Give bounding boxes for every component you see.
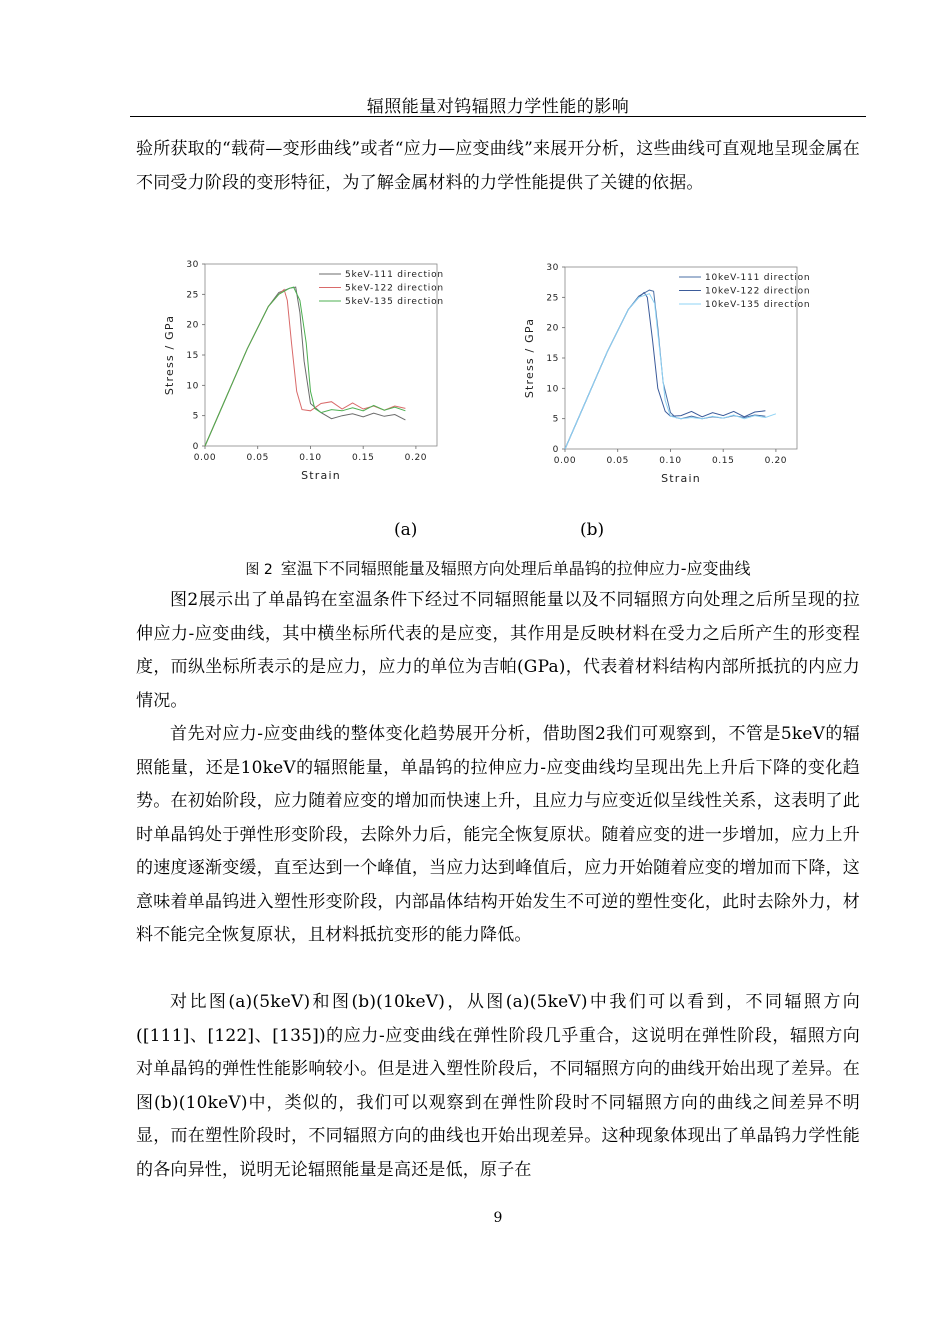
chart-b-y-tick-label: 10 bbox=[546, 384, 559, 395]
subfigure-label-b: (b) bbox=[580, 520, 605, 540]
chart-b-legend-label-2: 10keV-122 direction bbox=[705, 286, 811, 297]
chart-a-y-tick-label: 10 bbox=[186, 381, 199, 392]
chart-b-y-tick-label: 5 bbox=[552, 414, 559, 425]
paragraph-figure-description: 图2展示出了单晶钨在室温条件下经过不同辐照能量以及不同辐照方向处理之后所呈现的拉伸应力-应变曲线，其中横坐标所代表的是应变，其作用是反映材料在受力之后所产生的形变程度，而纵坐标所表示的是应力，应力的单位为吉帕(GPa)，代表着材料结构内部所抵抗的内应力情况。 bbox=[136, 590, 860, 711]
chart-a-legend-label-2: 5keV-122 direction bbox=[345, 283, 444, 294]
chart-a-y-tick-label: 30 bbox=[186, 260, 199, 270]
header-rule bbox=[130, 116, 866, 117]
chart-b-series-line-1 bbox=[565, 290, 765, 449]
chart-a-y-tick-label: 20 bbox=[186, 320, 199, 331]
paragraph-comparison: 对比图(a)(5keV)和图(b)(10keV)，从图(a)(5keV)中我们可以看到，不同辐照方向([111]、[122]、[135])的应力-应变曲线在弹性阶段几乎重合，这说明在弹性阶段，辐照方向对单晶钨的弹性性能影响较小。但是进入塑性阶段后，不同辐照方向的曲线开始出现了差异。在图(b)(10keV)中，类似的，我们可以观察到在弹性阶段时不同辐照方向的曲线之间差异不明显，而在塑性阶段时，不同辐照方向的曲线也开始出现差异。这种现象体现出了单晶钨力学性能的各向异性，说明无论辐照能量是高还是低，原子在 bbox=[136, 992, 860, 1180]
chart-b-x-tick-label: 0.10 bbox=[659, 456, 682, 466]
chart-b-svg bbox=[510, 255, 820, 495]
chart-a-y-tick-label: 0 bbox=[192, 442, 199, 452]
chart-b-y-tick-label: 0 bbox=[552, 445, 559, 455]
chart-b-x-tick-label: 0.15 bbox=[711, 456, 735, 466]
chart-a-y-tick-label: 15 bbox=[186, 351, 199, 361]
chart-a-x-tick-label: 0.10 bbox=[299, 453, 322, 463]
chart-a-x-tick-label: 0.00 bbox=[193, 453, 217, 463]
chart-b-x-axis-label: Strain bbox=[661, 472, 701, 485]
chart-a-svg bbox=[150, 252, 460, 492]
chart-b-y-tick-label: 30 bbox=[546, 263, 559, 273]
chart-b-series-line-2 bbox=[565, 293, 765, 450]
chart-b-x-tick-label: 0.00 bbox=[553, 456, 577, 466]
chart-a-x-tick-label: 0.20 bbox=[404, 453, 428, 463]
running-header: 辐照能量对钨辐照力学性能的影响 bbox=[366, 97, 630, 117]
chart-b-x-tick-label: 0.05 bbox=[606, 456, 629, 466]
chart-a-x-tick-label: 0.15 bbox=[351, 453, 375, 463]
figure-caption-text: 室温下不同辐照能量及辐照方向处理后单晶钨的拉伸应力-应变曲线 bbox=[280, 559, 751, 578]
paragraph-trend-analysis: 首先对应力-应变曲线的整体变化趋势展开分析，借助图2我们可观察到，不管是5keV的辐照能量，还是10keV的辐照能量，单晶钨的拉伸应力-应变曲线均呈现出先上升后下降的变化趋势。在初始阶段，应力随着应变的增加而快速上升，且应力与应变近似呈线性关系，这表明了此时单晶钨处于弹性形变阶段，去除外力后，能完全恢复原状。随着应变的进一步增加，应力上升的速度逐渐变缓，直至达到一个峰值，当应力达到峰值后，应力开始随着应变的增加而下降，这意味着单晶钨进入塑性形变阶段，内部晶体结构开始发生不可逆的塑性变化，此时去除外力，材料不能完全恢复原状，且材料抵抗变形的能力降低。 bbox=[136, 724, 860, 945]
chart-a-legend-label-3: 5keV-135 direction bbox=[345, 297, 444, 307]
chart-b-series-line-3 bbox=[565, 294, 776, 449]
chart-b-y-tick-label: 15 bbox=[546, 354, 559, 364]
chart-b-y-tick-label: 25 bbox=[546, 293, 559, 304]
figure-caption-number: 图 2 bbox=[245, 562, 273, 578]
chart-b-y-tick-label: 20 bbox=[546, 323, 559, 334]
chart-a-x-tick-label: 0.05 bbox=[246, 453, 269, 463]
chart-a-legend-label-1: 5keV-111 direction bbox=[345, 270, 444, 280]
chart-a-y-tick-label: 25 bbox=[186, 290, 199, 301]
figure-caption bbox=[130, 556, 866, 579]
chart-a-x-axis-label: Strain bbox=[301, 469, 341, 482]
chart-a bbox=[150, 252, 460, 492]
chart-a-y-axis-label: Stress / GPa bbox=[163, 314, 176, 396]
paragraph-intro: 验所获取的“载荷—变形曲线”或者“应力—应变曲线”来展开分析，这些曲线可直观地呈现金属在不同受力阶段的变形特征，为了解金属材料的力学性能提供了关键的依据。 bbox=[136, 139, 860, 193]
chart-a-series-line-1 bbox=[205, 287, 405, 446]
chart-b-legend-label-1: 10keV-111 direction bbox=[705, 273, 811, 283]
chart-b-x-tick-label: 0.20 bbox=[764, 456, 788, 466]
chart-b-y-axis-label: Stress / GPa bbox=[523, 317, 536, 399]
chart-b bbox=[510, 255, 820, 495]
chart-b-legend-label-3: 10keV-135 direction bbox=[705, 300, 811, 310]
subfigure-label-a: (a) bbox=[394, 520, 418, 540]
chart-a-y-tick-label: 5 bbox=[192, 411, 199, 422]
page-number: 9 bbox=[493, 1210, 503, 1226]
